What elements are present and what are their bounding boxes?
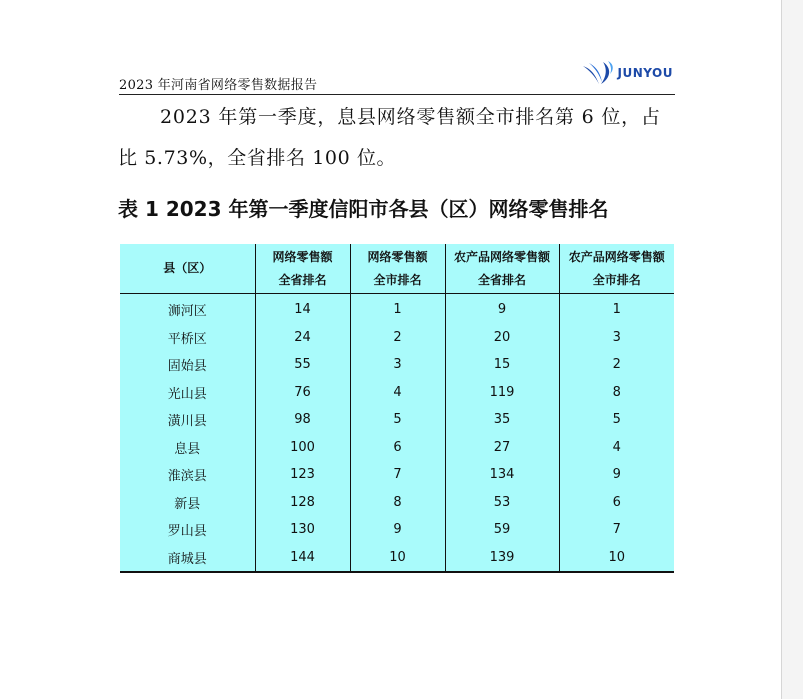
table-cell: 新县	[174, 496, 201, 512]
table-cell: 罗山县	[167, 524, 207, 540]
table-cell: 139	[445, 544, 559, 573]
table-cell: 息县	[174, 441, 201, 457]
column-header-online-retail-city	[350, 244, 445, 294]
column-header-line: 农产品网络零售额	[568, 249, 665, 264]
table-cell: 光山县	[167, 386, 207, 402]
table-cell: 淮滨县	[167, 469, 207, 485]
table-cell: 27	[445, 434, 559, 462]
table-row	[120, 294, 674, 324]
table-cell: 76	[255, 379, 350, 407]
table-cell: 5	[350, 406, 445, 434]
table-row	[120, 324, 674, 352]
table-row	[120, 406, 674, 434]
logo-text: JUNYOU	[617, 66, 673, 80]
table-row	[120, 351, 674, 379]
table-cell: 144	[255, 544, 350, 573]
table-cell: 53	[445, 489, 559, 517]
column-header-line: 县（区）	[163, 261, 212, 275]
ranking-table	[120, 244, 674, 573]
column-header-online-retail-province	[255, 244, 350, 294]
column-header-line: 网络零售额	[367, 249, 428, 264]
table-row	[120, 489, 674, 517]
table-cell: 4	[350, 379, 445, 407]
table-cell: 10	[559, 544, 674, 573]
table-cell: 59	[445, 516, 559, 544]
table-cell: 平桥区	[167, 331, 207, 347]
table-cell: 2	[559, 351, 674, 379]
column-header-line: 全省排名	[477, 272, 526, 287]
column-header-line: 全省排名	[278, 272, 327, 287]
table-row	[120, 461, 674, 489]
table-cell: 24	[255, 324, 350, 352]
table-cell: 98	[255, 406, 350, 434]
body-paragraph-line-2: 比 5.73%，全省排名 100 位。	[118, 147, 397, 169]
table-row	[120, 516, 674, 544]
table-cell: 固始县	[167, 359, 207, 375]
column-header-line: 农产品网络零售额	[453, 249, 550, 264]
table-cell: 2	[350, 324, 445, 352]
junyou-logo-icon	[581, 60, 615, 86]
page-gutter	[781, 0, 803, 699]
table-cell: 14	[255, 294, 350, 324]
table-cell: 9	[445, 294, 559, 324]
body-paragraph-line-1: 2023 年第一季度，息县网络零售额全市排名第 6 位，占	[160, 106, 661, 128]
table-caption: 表 1 2023 年第一季度信阳市各县（区）网络零售排名	[118, 197, 609, 221]
table-cell: 9	[559, 461, 674, 489]
report-title: 2023 年河南省网络零售数据报告	[119, 78, 318, 93]
table-cell: 7	[350, 461, 445, 489]
table-cell: 6	[559, 489, 674, 517]
table-cell: 8	[559, 379, 674, 407]
table-cell: 55	[255, 351, 350, 379]
table-cell: 128	[255, 489, 350, 517]
table-cell: 3	[559, 324, 674, 352]
table-cell: 7	[559, 516, 674, 544]
column-header-line: 网络零售额	[272, 249, 333, 264]
table-cell: 35	[445, 406, 559, 434]
table-row	[120, 379, 674, 407]
table-cell: 5	[559, 406, 674, 434]
table-cell: 20	[445, 324, 559, 352]
column-header-line: 全市排名	[592, 272, 641, 287]
column-header-county	[120, 244, 255, 294]
column-header-agri-retail-province	[445, 244, 559, 294]
table-header-row	[120, 244, 674, 294]
table-cell: 4	[559, 434, 674, 462]
table-cell: 10	[350, 544, 445, 573]
table-cell: 123	[255, 461, 350, 489]
table-cell: 潢川县	[167, 414, 207, 430]
table-cell: 15	[445, 351, 559, 379]
column-header-agri-retail-city	[559, 244, 674, 294]
table-cell: 商城县	[167, 551, 207, 567]
page-header	[119, 66, 675, 95]
table-cell: 100	[255, 434, 350, 462]
table-cell: 1	[559, 294, 674, 324]
column-header-line: 全市排名	[373, 272, 422, 287]
table-cell: 6	[350, 434, 445, 462]
junyou-logo	[581, 58, 673, 88]
table-row	[120, 544, 674, 573]
table-cell: 8	[350, 489, 445, 517]
table-row	[120, 434, 674, 462]
table-cell: 130	[255, 516, 350, 544]
table-cell: 119	[445, 379, 559, 407]
table-cell: 浉河区	[167, 304, 207, 320]
table-cell: 9	[350, 516, 445, 544]
table-cell: 134	[445, 461, 559, 489]
table-cell: 3	[350, 351, 445, 379]
table-cell: 1	[350, 294, 445, 324]
